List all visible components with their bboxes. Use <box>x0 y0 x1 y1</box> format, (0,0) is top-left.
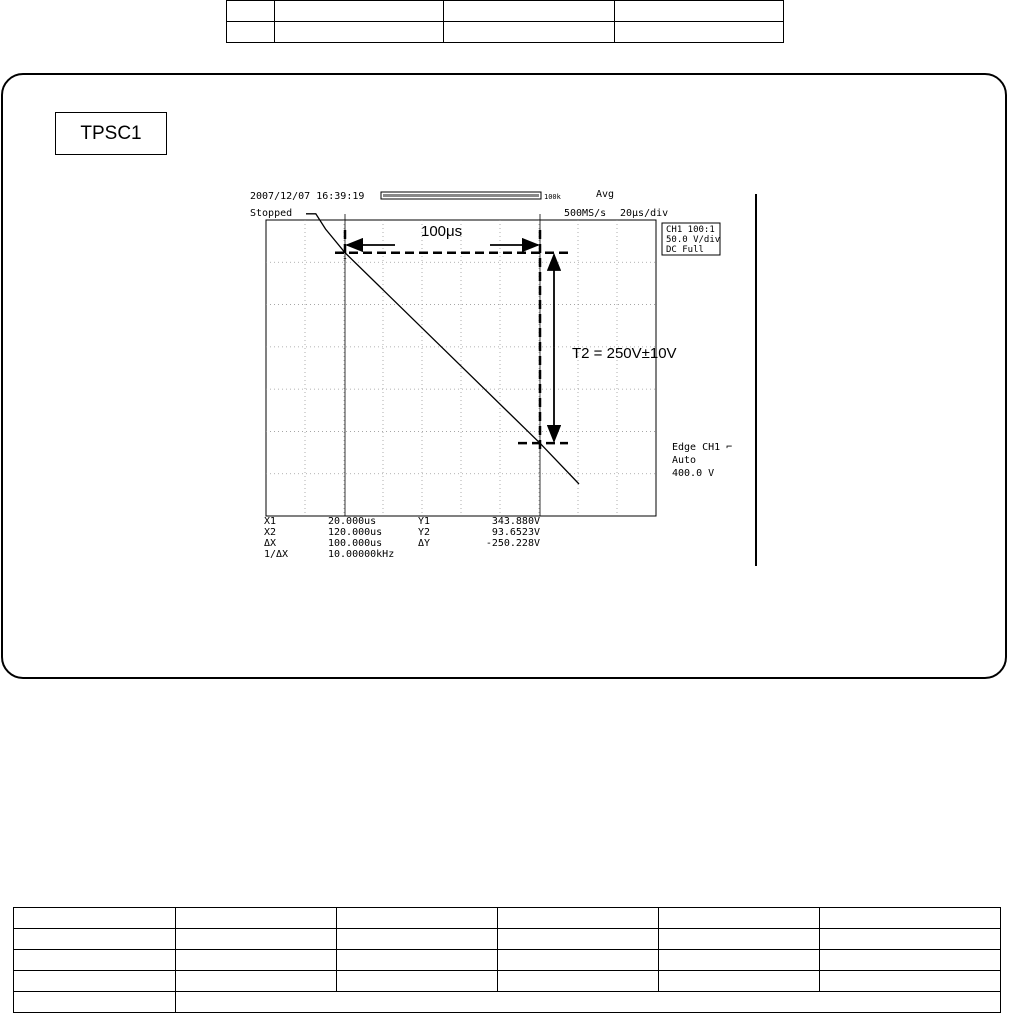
readout-k1: X2 <box>264 527 277 538</box>
readout-k1: X1 <box>264 516 277 527</box>
scope-timestamp: 2007/12/07 16:39:19 <box>250 191 365 202</box>
scope-grid <box>266 220 656 516</box>
readout-k2: ΔY <box>418 538 431 549</box>
readout-v1: 100.000us <box>328 538 383 549</box>
channel-info-line-1: CH1 100:1 <box>666 225 715 235</box>
readout-k1: ΔX <box>264 538 277 549</box>
readout-k2: Y1 <box>418 516 431 527</box>
scope-status: Stopped <box>250 208 293 219</box>
record-length: 100k <box>544 193 561 201</box>
sample-rate: 500MS/s <box>564 208 607 219</box>
record-length-fill <box>383 194 539 197</box>
readout-v1: 20.000us <box>328 516 377 527</box>
readout-v1: 120.000us <box>328 527 383 538</box>
trigger-line-1: Edge CH1 ⌐ <box>672 442 733 453</box>
cursor-readout <box>264 516 540 560</box>
readout-k1: 1/ΔX <box>264 549 289 560</box>
trigger-line-2: Auto <box>672 455 697 466</box>
readout-v2: 93.6523V <box>491 527 540 538</box>
timebase: 20μs/div <box>620 208 669 219</box>
test-point-label: TPSC1 <box>55 112 167 155</box>
readout-k2: Y2 <box>418 527 431 538</box>
trace-layer <box>306 214 579 516</box>
oscilloscope-screen <box>248 186 768 576</box>
acquisition-mode: Avg <box>596 189 615 200</box>
readout-v1: 10.00000kHz <box>328 549 395 560</box>
voltage-annotation: T2 = 250V±10V <box>572 345 677 362</box>
trigger-line-3: 400.0 V <box>672 468 715 479</box>
top-header-table <box>226 0 784 43</box>
channel-info-line-2: 50.0 V/div <box>666 235 721 245</box>
time-annotation: 100μs <box>421 223 463 240</box>
readout-v2: 343.880V <box>491 516 540 527</box>
bottom-results-table <box>13 907 1001 1013</box>
readout-v2: -250.228V <box>485 538 540 549</box>
channel-info-line-3: DC Full <box>666 245 704 255</box>
